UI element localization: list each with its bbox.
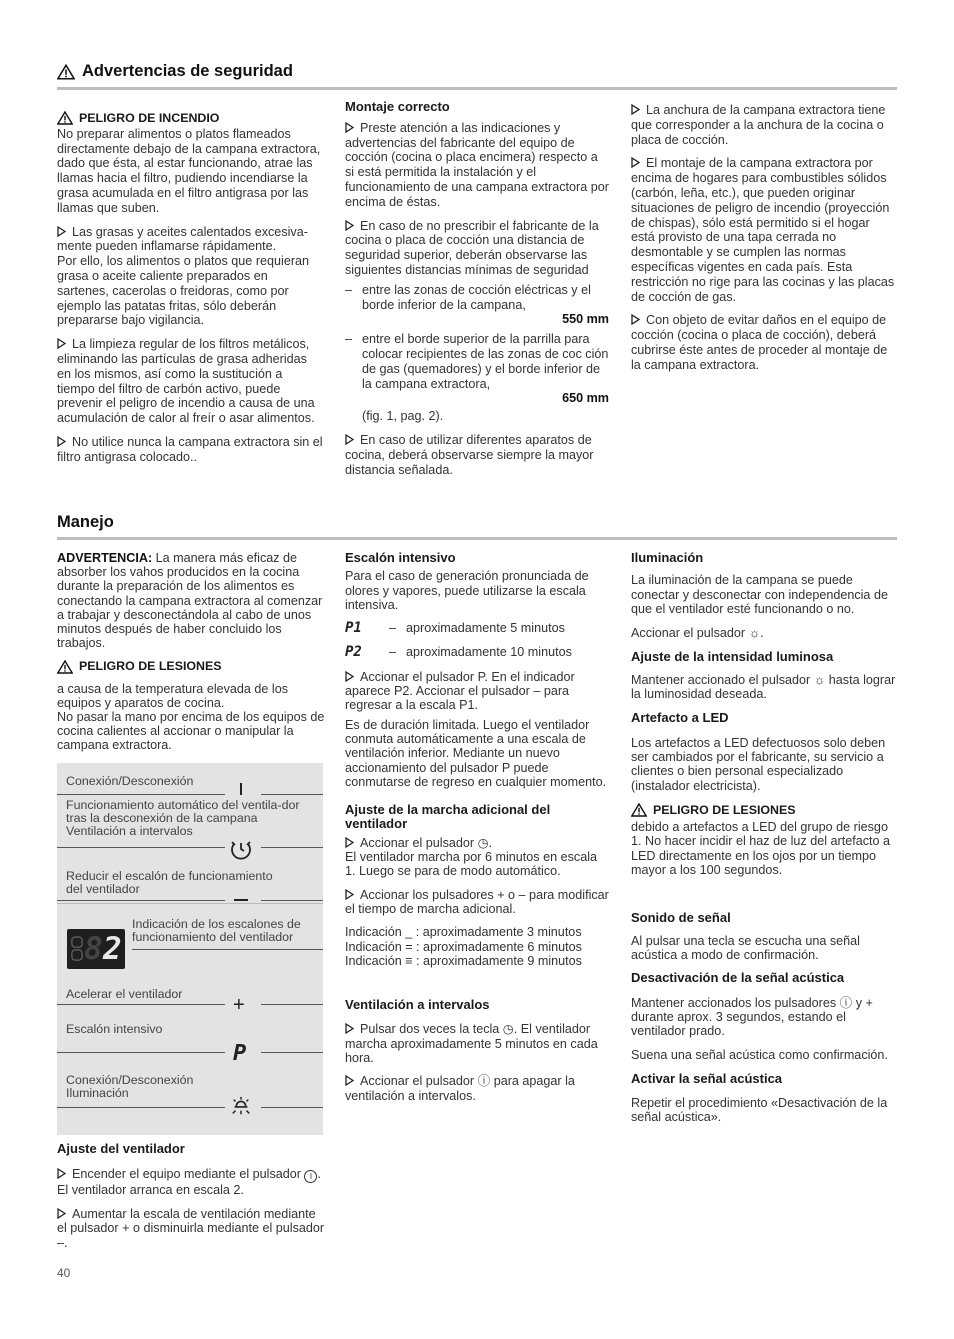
panel-divider [132,949,323,950]
heading: Ventilación a intervalos [345,997,490,1013]
light-icon [229,1095,253,1117]
paragraph: Para el caso de generación pronunciada de olores y vapores, puede utilizarse la escala intensiva. [345,569,589,612]
heading: Ajuste de la marcha adicional del ventilador [345,802,551,832]
paragraph: Los artefactos a LED defectuosos solo deben ser cambiados por el fabricante, su servicio a clientes o bien personal especializado (instalador electricista). [631,735,886,793]
heading: Escalón intensivo [345,550,456,565]
paragraph: No preparar alimentos o platos flameados directamente debajo de la campana extractora, dado que ésta, al estar funcionando, atrae las llamas hacia el filtro, pudiendo incendiarse la grasa acumulada en el filtro antigrasa por las llamas que suben. [57,126,321,215]
page-number: 40 [57,1266,71,1280]
operation-col-1 [57,551,325,762]
section-title: Advertencias de seguridad [82,62,293,80]
arrow-icon [345,837,354,848]
level-label: P2 [345,644,362,661]
level-label: P1 [345,620,362,637]
paragraph: a causa de la temperatura elevada de los equipos y aparatos de cocina. No pasar la mano por encima de los equipos de cocina calientes al accionar o manipular la campana extractora. [57,681,325,753]
arrow-icon [345,889,354,900]
indication-line: Indicación ≡ : aproximadamente 9 minutos [345,953,582,968]
panel-divider [261,900,323,901]
paragraph: Accionar el pulsador ☼. [631,626,764,641]
arrow-icon [631,157,640,168]
injury-danger-title: PELIGRO DE LESIONES [79,659,222,674]
panel-divider [57,1052,225,1053]
paragraph: La iluminación de la campana se puede conectar y desconectar con independencia de que el ventilador esté funcionando o no. [631,573,888,616]
panel-divider [57,903,323,904]
panel-label: Escalón intensivo [66,1022,163,1036]
paragraph: En caso de utilizar diferentes aparatos de cocina, deberá observarse siempre la mayor distancia señalada. [345,432,594,477]
warning-icon [57,111,73,125]
heading: Desactivación de la señal acústica [631,970,845,986]
panel-divider [261,1004,323,1005]
intensive-level-row: P2 – aproximadamente 10 minutos [345,644,572,661]
panel-label: Conexión/Desconexión [66,774,194,788]
warning-icon [57,660,73,674]
paragraph: Mantener accionados los pulsadores ⓘ y + durante aprox. 3 segundos, estando el ventilador prado. [631,995,873,1039]
section-title: Manejo [57,513,114,531]
level-duration: aproximadamente 10 minutos [406,645,572,660]
fan-level-display [67,929,125,969]
paragraph: Al pulsar una tecla se escucha una señal acústica a modo de confirmación. [631,933,860,962]
arrow-icon [57,1168,66,1179]
intensive-level-row: P1 – aproximadamente 5 minutos [345,620,565,637]
panel-label: Indicación de los escalones de funcionamiento del ventilador [132,917,301,944]
fire-danger-title: PELIGRO DE INCENDIO [79,111,220,125]
arrow-icon [345,122,354,133]
paragraph: Accionar el pulsador P. En el indicador aparece P2. Accionar el pulsador – para regresar a la escala P1. [345,669,575,713]
paragraph: No utilice nunca la campana extractora sin el filtro antigrasa colocado.. [57,434,323,464]
warning-icon [631,803,647,817]
heading: Iluminación [631,550,704,565]
operation-col-2 [345,551,610,1112]
safety-col-3 [631,103,895,382]
panel-divider [57,1107,225,1108]
heading: Montaje correcto [345,99,450,114]
panel-divider [261,847,323,848]
warning-icon [57,64,75,80]
display-digit-ghost: 8 [84,931,103,967]
display-digit: 2 [103,931,122,967]
panel-divider [261,1052,323,1053]
figure-ref: (fig. 1, pag. 2). [362,409,444,424]
power-symbol [240,783,242,795]
panel-divider [261,1107,323,1108]
warning-label: ADVERTENCIA: [57,551,153,565]
panel-label: Conexión/Desconexión Iluminación [66,1073,194,1100]
heading: Artefacto a LED [631,710,729,726]
arrow-icon [631,104,640,115]
paragraph: Repetir el procedimiento «Desactivación de la señal acústica». [631,1096,888,1125]
panel-divider [261,794,323,795]
arrow-icon [345,220,354,231]
section-rule [57,87,897,90]
paragraph: Con objeto de evitar daños en el equipo de cocción (cocina o placa de cocción), deberá cubrirse éste antes de proceder al montaje de la campana extractora. [631,313,888,372]
paragraph: En caso de no prescribir el fabricante de la cocina o placa de cocción una distancia de seguridad superior, deberán observarse las siguientes distancias mínimas de seguridad [345,218,599,277]
arrow-icon [345,671,354,682]
paragraph: Aumentar la escala de ventilación mediante el pulsador + o disminuirla mediante el pulsador –. [57,1206,325,1251]
arrow-icon [57,226,66,237]
heading: Activar la señal acústica [631,1070,783,1086]
panel-label: Funcionamiento automático del ventila-dor tras la desconexión de la campana Ventilación a intervalos [66,798,300,838]
fan-settings [57,1142,325,1260]
distance-value: 650 mm [562,391,609,406]
list-item: – entre el borde superior de la parrilla para colocar recipientes de las zonas de coc ción de gas (quemadores) y el borde inferior de la campana extractora, [345,332,609,391]
arrow-icon [345,434,354,445]
arrow-icon [345,1075,354,1086]
distance-value: 550 mm [562,312,609,327]
paragraph: Encender el equipo mediante el pulsador [72,1166,301,1181]
panel-label: Reducir el escalón de funcionamiento del ventilador [66,869,273,896]
paragraph: El montaje de la campana extractora por encima de hogares para combustibles sólidos (carbón, leña, etc.), que pueden originar situaciones de peligro de incendio (proyección de chispas), sólo está permitido si el hogar está provisto de una tapa cerrada no desmontable y se cumplen las normas específicas vigentes en cada país. Esta restricción no rige para las cocinas y las placas de cocción de gas. [631,156,895,304]
plus-symbol: + [233,994,245,1016]
arrow-icon [345,1023,354,1034]
arrow-icon [57,436,66,447]
paragraph: Es de duración limitada. Luego el ventilador conmuta automáticamente a una escala de ventilación inferior. Mediante un nuevo accionamiento del pulsador P puede conmutarse de regreso en cualquier momento. [345,717,607,789]
paragraph: . El ventilador arranca en escala 2. [57,1166,321,1197]
paragraph: Las grasas y aceites calentados excesiva-mente pueden inflamarse rápidamente. [57,224,308,254]
heading: Ajuste del ventilador [57,1141,185,1156]
paragraph: Accionar los pulsadores + o – para modificar el tiempo de marcha adicional. [345,887,609,916]
timer-icon [229,836,253,860]
control-panel-diagram [57,763,323,1135]
panel-divider [57,794,225,795]
paragraph: La limpieza regular de los filtros metálicos, eliminando las partículas de grasa adheridas en los mismos, así como la sustitución a tiempo del filtro de carbón activo, puede prevenir el peligro de incendio a causa de una acumulación de calor al freír o asar alimentos. [57,337,315,426]
safety-col-2 [345,100,609,486]
heading: Sonido de señal [631,910,731,926]
arrow-icon [57,338,66,349]
indication-line: Indicación _ : aproximadamente 3 minutos [345,925,582,940]
panel-label: Acelerar el ventilador [66,987,183,1001]
injury-danger-title: PELIGRO DE LESIONES [653,802,796,817]
paragraph: debido a artefactos a LED del grupo de riesgo 1. No hacer incidir el haz de luz del artefacto a LED directamente en los ojos por un tiempo mayor a los 100 segundos. [631,820,891,878]
panel-divider [57,847,225,848]
paragraph: Accionar el pulsador ⓘ para apagar la ventilación a intervalos. [345,1074,575,1103]
paragraph: El ventilador marcha por 6 minutos en escala 1. Luego se para de modo automático. [345,850,598,879]
panel-divider [57,1004,225,1005]
paragraph: La manera más eficaz de absorber los vahos producidos en la cocina durante la preparación de los alimentos es conectando la campana extractora al comenzar a trabajar y desconectándola al cabo de unos minutos después de haber concluido los trabajos. [57,551,323,651]
paragraph: Preste atención a las indicaciones y advertencias del fabricante del equipo de cocción (cocina o placa encimera) respecto a si está permitida la instalación y el funcionamiento de una campana extractora por encima de éstas. [345,120,609,209]
operation-col-3 [631,551,896,1134]
level-indicator-icon [71,934,83,964]
arrow-icon [631,314,640,325]
heading: Ajuste de la intensidad luminosa [631,649,834,665]
panel-divider [57,900,225,901]
paragraph: Pulsar dos veces la tecla ◷. El ventilador marcha aproximadamente 5 minutos en cada hora. [345,1022,598,1066]
intensive-symbol: P [233,1041,247,1066]
arrow-icon [57,1208,66,1219]
safety-col-1 [57,111,323,474]
section-header-safety [57,62,897,81]
section-rule [57,537,897,540]
level-duration: aproximadamente 5 minutos [406,621,565,636]
paragraph: Mantener accionado el pulsador ☼ hasta lograr la luminosidad deseada. [631,672,896,702]
paragraph: La anchura de la campana extractora tiene que corresponder a la anchura de la cocina o placa de cocción. [631,103,886,147]
power-button-icon: I [304,1170,317,1183]
list-item: – entre las zonas de cocción eléctricas y el borde inferior de la campana, [345,282,591,312]
minus-symbol [234,899,248,901]
paragraph: Accionar el pulsador ◷. [360,835,493,850]
paragraph: Suena una señal acústica como confirmación. [631,1048,888,1063]
paragraph: Por ello, los alimentos o platos que requieran grasa o aceite caliente preparados en sartenes, cacerolas o freidoras, como por ejemplo las patatas fritas, sólo deberán prepararse bajo vigilancia. [57,254,310,328]
indication-line: Indicación = : aproximadamente 6 minutos [345,939,582,954]
